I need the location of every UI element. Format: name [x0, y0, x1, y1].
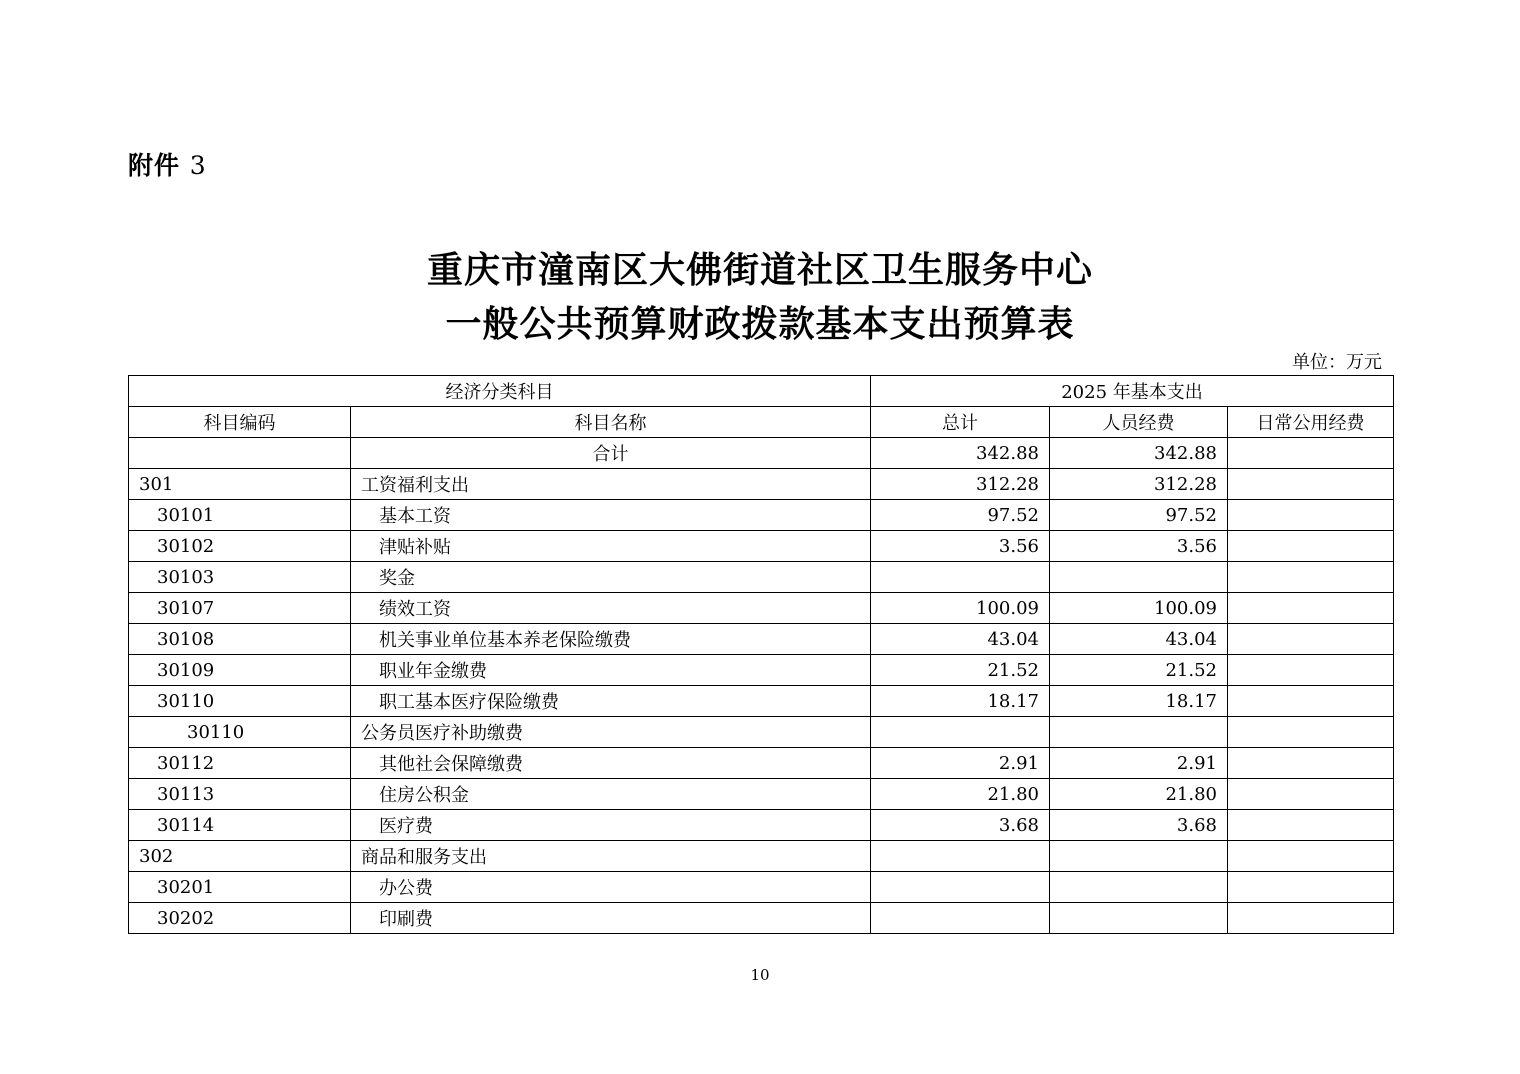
row-public	[1228, 903, 1394, 934]
table-row	[129, 593, 1394, 624]
total-column-header: 总计	[871, 407, 1050, 438]
row-code: 30102	[129, 531, 351, 562]
row-public	[1228, 655, 1394, 686]
row-personnel	[1050, 717, 1228, 748]
row-name: 基本工资	[351, 500, 871, 531]
unit-label: 单位：万元	[1292, 352, 1382, 373]
row-personnel: 3.56	[1050, 531, 1228, 562]
public-column-header: 日常公用经费	[1228, 407, 1394, 438]
row-public	[1228, 624, 1394, 655]
row-total: 3.68	[871, 810, 1050, 841]
row-code: 30113	[129, 779, 351, 810]
table-row	[129, 810, 1394, 841]
row-public	[1228, 779, 1394, 810]
row-public	[1228, 469, 1394, 500]
row-public	[1228, 841, 1394, 872]
row-code: 302	[129, 841, 351, 872]
table-row	[129, 748, 1394, 779]
row-personnel: 18.17	[1050, 686, 1228, 717]
row-personnel	[1050, 562, 1228, 593]
row-personnel	[1050, 903, 1228, 934]
row-name: 绩效工资	[351, 593, 871, 624]
row-personnel	[1050, 872, 1228, 903]
row-total: 312.28	[871, 469, 1050, 500]
row-name: 津贴补贴	[351, 531, 871, 562]
row-total: 2.91	[871, 748, 1050, 779]
row-code	[129, 438, 351, 469]
row-code: 301	[129, 469, 351, 500]
row-name: 公务员医疗补助缴费	[351, 717, 871, 748]
table-row	[129, 841, 1394, 872]
row-name: 医疗费	[351, 810, 871, 841]
table-row	[129, 872, 1394, 903]
document-title-line2: 一般公共预算财政拨款基本支出预算表	[445, 303, 1075, 345]
table-row	[129, 562, 1394, 593]
row-code: 30110	[129, 717, 351, 748]
row-personnel	[1050, 841, 1228, 872]
row-total: 43.04	[871, 624, 1050, 655]
personnel-column-header: 人员经费	[1050, 407, 1228, 438]
row-total: 21.80	[871, 779, 1050, 810]
table-row	[129, 655, 1394, 686]
table-row	[129, 469, 1394, 500]
basic-expenditure-header: 2025 年基本支出	[871, 376, 1394, 407]
row-total	[871, 903, 1050, 934]
row-personnel: 100.09	[1050, 593, 1228, 624]
row-personnel: 342.88	[1050, 438, 1228, 469]
document-title-line1: 重庆市潼南区大佛街道社区卫生服务中心	[426, 249, 1093, 291]
row-code: 30101	[129, 500, 351, 531]
table-row	[129, 531, 1394, 562]
row-name: 职工基本医疗保险缴费	[351, 686, 871, 717]
row-code: 30107	[129, 593, 351, 624]
attachment-label	[128, 146, 207, 182]
row-code: 30103	[129, 562, 351, 593]
row-name: 印刷费	[351, 903, 871, 934]
row-name: 商品和服务支出	[351, 841, 871, 872]
row-public	[1228, 748, 1394, 779]
row-total	[871, 717, 1050, 748]
row-public	[1228, 810, 1394, 841]
row-total	[871, 562, 1050, 593]
row-code: 30112	[129, 748, 351, 779]
row-public	[1228, 438, 1394, 469]
row-code: 30202	[129, 903, 351, 934]
table-row	[129, 686, 1394, 717]
row-name: 奖金	[351, 562, 871, 593]
row-personnel: 97.52	[1050, 500, 1228, 531]
row-code: 30109	[129, 655, 351, 686]
row-total: 21.52	[871, 655, 1050, 686]
row-name: 合计	[351, 438, 871, 469]
row-name: 职业年金缴费	[351, 655, 871, 686]
row-name: 办公费	[351, 872, 871, 903]
group-header-row	[129, 376, 1394, 407]
row-public	[1228, 500, 1394, 531]
table-row-total	[129, 438, 1394, 469]
row-public	[1228, 562, 1394, 593]
row-total: 100.09	[871, 593, 1050, 624]
budget-table	[128, 375, 1394, 934]
row-code: 30108	[129, 624, 351, 655]
row-public	[1228, 717, 1394, 748]
row-name: 机关事业单位基本养老保险缴费	[351, 624, 871, 655]
page-number: 10	[750, 966, 770, 984]
row-total: 342.88	[871, 438, 1050, 469]
table-row	[129, 717, 1394, 748]
attachment-text: 附件	[128, 151, 181, 180]
row-public	[1228, 593, 1394, 624]
row-total: 3.56	[871, 531, 1050, 562]
row-personnel: 21.80	[1050, 779, 1228, 810]
row-total: 97.52	[871, 500, 1050, 531]
attachment-number: 3	[189, 151, 207, 180]
table-row	[129, 624, 1394, 655]
row-code: 30201	[129, 872, 351, 903]
economic-category-header: 经济分类科目	[129, 376, 871, 407]
row-personnel: 3.68	[1050, 810, 1228, 841]
code-column-header: 科目编码	[129, 407, 351, 438]
row-name: 其他社会保障缴费	[351, 748, 871, 779]
name-column-header: 科目名称	[351, 407, 871, 438]
row-personnel: 43.04	[1050, 624, 1228, 655]
table-row	[129, 903, 1394, 934]
column-header-row	[129, 407, 1394, 438]
row-public	[1228, 872, 1394, 903]
row-personnel: 2.91	[1050, 748, 1228, 779]
row-public	[1228, 686, 1394, 717]
table-row	[129, 779, 1394, 810]
row-name: 住房公积金	[351, 779, 871, 810]
row-total	[871, 841, 1050, 872]
row-total: 18.17	[871, 686, 1050, 717]
row-name: 工资福利支出	[351, 469, 871, 500]
row-personnel: 312.28	[1050, 469, 1228, 500]
row-code: 30110	[129, 686, 351, 717]
row-code: 30114	[129, 810, 351, 841]
table-row	[129, 500, 1394, 531]
row-total	[871, 872, 1050, 903]
row-personnel: 21.52	[1050, 655, 1228, 686]
row-public	[1228, 531, 1394, 562]
